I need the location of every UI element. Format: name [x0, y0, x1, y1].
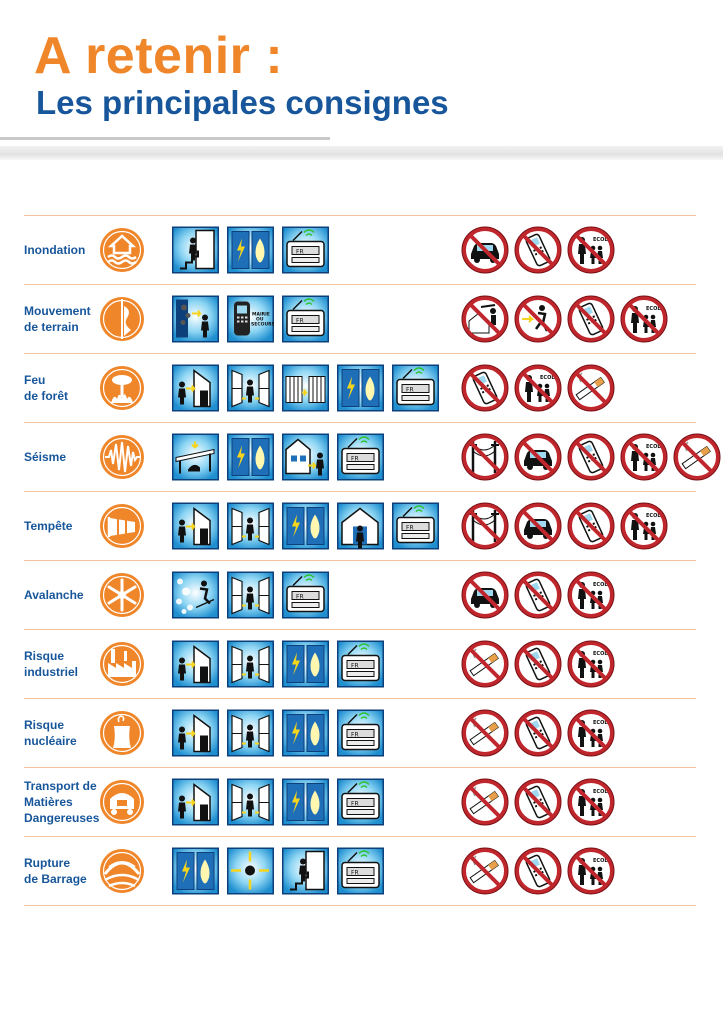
- recommended-actions: [172, 503, 439, 550]
- recommended-actions: [172, 572, 329, 619]
- consignes-table: [24, 215, 696, 906]
- no-phone-icon: [514, 571, 562, 619]
- shelter-building-icon: [172, 779, 219, 826]
- table-row: [24, 422, 696, 491]
- no-car-icon: [514, 433, 562, 481]
- svg-text:FR: FR: [406, 386, 414, 394]
- shelter-building-icon: [172, 365, 219, 412]
- table-row: [24, 629, 696, 698]
- recommended-actions: [172, 296, 329, 343]
- table-row: [24, 767, 696, 836]
- flood-house-icon: [99, 227, 145, 273]
- no-school-pickup-icon: [567, 571, 615, 619]
- table-row: [24, 215, 696, 284]
- recommended-actions: [172, 227, 329, 274]
- svg-text:FR: FR: [351, 869, 359, 877]
- svg-text:ECOLE: ECOLE: [646, 444, 664, 450]
- risk-label: [24, 242, 104, 258]
- forbidden-actions: [461, 364, 615, 412]
- risk-label-line: Risque: [24, 649, 65, 663]
- flee-falling-rocks-icon: [172, 296, 219, 343]
- svg-text:FR: FR: [351, 455, 359, 463]
- forbidden-actions: [461, 571, 615, 619]
- shelter-building-icon: [172, 710, 219, 757]
- recommended-actions: [172, 365, 439, 412]
- shelter-under-table-icon: [172, 434, 219, 481]
- close-windows-icon: [227, 365, 274, 412]
- page-subtitle: Les principales consignes: [36, 84, 449, 121]
- no-smoking-icon: [461, 640, 509, 688]
- svg-text:ECOLE: ECOLE: [593, 789, 611, 795]
- nuclear-plant-icon: [99, 710, 145, 756]
- risk-label: [24, 648, 104, 680]
- no-school-pickup-icon: [514, 364, 562, 412]
- listen-radio-icon: [337, 434, 384, 481]
- no-school-pickup-icon: [567, 640, 615, 688]
- svg-text:FR: FR: [406, 524, 414, 532]
- listen-radio-icon: [392, 503, 439, 550]
- listen-radio-icon: [282, 227, 329, 274]
- svg-text:ECOLE: ECOLE: [540, 375, 558, 381]
- forbidden-actions: [461, 709, 615, 757]
- recommended-actions: [172, 434, 384, 481]
- climb-upstairs-icon: [172, 227, 219, 274]
- recommended-actions: [172, 710, 384, 757]
- table-row: [24, 353, 696, 422]
- risk-label-line: Feu: [24, 373, 46, 387]
- risk-label: [24, 587, 104, 603]
- risk-label-line: Inondation: [24, 243, 86, 257]
- forbidden-actions: [461, 640, 615, 688]
- no-return-building-icon: [461, 295, 509, 343]
- no-phone-icon: [514, 778, 562, 826]
- risk-label: [24, 449, 104, 465]
- forbidden-actions: [461, 433, 721, 481]
- risk-label: [24, 372, 104, 404]
- table-row: [24, 698, 696, 767]
- no-school-pickup-icon: [620, 502, 668, 550]
- close-shutters-icon: [282, 365, 329, 412]
- svg-text:ECOLE: ECOLE: [593, 720, 611, 726]
- close-windows-icon: [227, 503, 274, 550]
- close-windows-icon: [227, 779, 274, 826]
- risk-label: [24, 717, 104, 749]
- avalanche-icon: [99, 572, 145, 618]
- listen-radio-icon: [337, 710, 384, 757]
- no-phone-icon: [567, 295, 615, 343]
- risk-label-line: Avalanche: [24, 588, 84, 602]
- storm-windsock-icon: [99, 503, 145, 549]
- no-phone-icon: [461, 364, 509, 412]
- risk-label-line: Dangereuses: [24, 811, 100, 825]
- close-windows-icon: [227, 641, 274, 688]
- svg-text:ECOLE: ECOLE: [593, 858, 611, 864]
- dam-break-icon: [99, 848, 145, 894]
- table-row: [24, 284, 696, 353]
- industrial-factory-icon: [99, 641, 145, 687]
- no-electricity-gas-icon: [282, 503, 329, 550]
- no-electricity-gas-icon: [337, 365, 384, 412]
- no-school-pickup-icon: [567, 709, 615, 757]
- listen-radio-icon: [282, 572, 329, 619]
- no-electricity-gas-icon: [282, 710, 329, 757]
- evacuate-building-icon: [282, 434, 329, 481]
- no-power-lines-icon: [461, 433, 509, 481]
- table-row: [24, 836, 696, 906]
- table-row: [24, 491, 696, 560]
- listen-radio-icon: [337, 848, 384, 895]
- recommended-actions: [172, 779, 384, 826]
- no-smoking-icon: [461, 709, 509, 757]
- svg-text:ECOLE: ECOLE: [593, 651, 611, 657]
- forbidden-actions: [461, 847, 615, 895]
- no-go-back-icon: [514, 295, 562, 343]
- risk-label-line: de forêt: [24, 389, 69, 403]
- no-school-pickup-icon: [567, 778, 615, 826]
- forbidden-actions: [461, 295, 668, 343]
- recommended-actions: [172, 641, 384, 688]
- risk-label-line: Transport de: [24, 779, 97, 793]
- forbidden-actions: [461, 778, 615, 826]
- no-electricity-gas-icon: [282, 641, 329, 688]
- no-electricity-gas-icon: [227, 227, 274, 274]
- no-car-icon: [514, 502, 562, 550]
- risk-label-line: Séisme: [24, 450, 67, 464]
- risk-label-line: Mouvement: [24, 304, 91, 318]
- listen-radio-icon: [337, 779, 384, 826]
- high-ground-icon: [227, 848, 274, 895]
- close-windows-icon: [227, 572, 274, 619]
- header-band: [0, 146, 723, 160]
- no-electricity-gas-icon: [172, 848, 219, 895]
- svg-text:FR: FR: [296, 593, 304, 601]
- landslide-icon: [99, 296, 145, 342]
- no-car-icon: [461, 571, 509, 619]
- listen-radio-icon: [392, 365, 439, 412]
- risk-label-line: Matières: [24, 795, 73, 809]
- svg-text:SECOURS: SECOURS: [251, 322, 274, 328]
- risk-label: [24, 855, 104, 887]
- svg-text:ECOLE: ECOLE: [593, 237, 611, 243]
- no-smoking-icon: [673, 433, 721, 481]
- svg-text:ECOLE: ECOLE: [593, 582, 611, 588]
- avalanche-skier-icon: [172, 572, 219, 619]
- risk-label: [24, 778, 104, 826]
- header-divider-dark: [0, 137, 330, 140]
- climb-upstairs-icon: [282, 848, 329, 895]
- svg-text:FR: FR: [351, 800, 359, 808]
- risk-label-line: industriel: [24, 665, 79, 679]
- recommended-actions: [172, 848, 384, 895]
- call-mairie-phone-icon: [227, 296, 274, 343]
- no-school-pickup-icon: [567, 226, 615, 274]
- svg-text:ECOLE: ECOLE: [646, 306, 664, 312]
- table-row: [24, 560, 696, 629]
- risk-label-line: de Barrage: [24, 872, 87, 886]
- no-phone-icon: [514, 640, 562, 688]
- shelter-building-icon: [172, 641, 219, 688]
- risk-label-line: Tempête: [24, 519, 73, 533]
- svg-text:FR: FR: [351, 731, 359, 739]
- no-smoking-icon: [461, 778, 509, 826]
- risk-label: [24, 303, 104, 335]
- svg-text:FR: FR: [351, 662, 359, 670]
- no-phone-icon: [514, 709, 562, 757]
- no-phone-icon: [514, 226, 562, 274]
- close-windows-icon: [227, 710, 274, 757]
- no-smoking-icon: [461, 847, 509, 895]
- stay-indoors-icon: [337, 503, 384, 550]
- no-power-lines-icon: [461, 502, 509, 550]
- svg-text:ECOLE: ECOLE: [646, 513, 664, 519]
- svg-text:MAIRIE: MAIRIE: [252, 312, 270, 318]
- shelter-building-icon: [172, 503, 219, 550]
- forbidden-actions: [461, 226, 615, 274]
- page-title: A retenir :: [34, 27, 284, 85]
- no-smoking-icon: [567, 364, 615, 412]
- forest-fire-icon: [99, 365, 145, 411]
- risk-label-line: nucléaire: [24, 734, 77, 748]
- no-car-icon: [461, 226, 509, 274]
- risk-label-line: de terrain: [24, 320, 79, 334]
- no-electricity-gas-icon: [282, 779, 329, 826]
- listen-radio-icon: [282, 296, 329, 343]
- no-school-pickup-icon: [620, 295, 668, 343]
- no-electricity-gas-icon: [227, 434, 274, 481]
- forbidden-actions: [461, 502, 668, 550]
- svg-text:FR: FR: [296, 317, 304, 325]
- svg-text:FR: FR: [296, 248, 304, 256]
- no-school-pickup-icon: [567, 847, 615, 895]
- no-school-pickup-icon: [620, 433, 668, 481]
- no-phone-icon: [514, 847, 562, 895]
- risk-label-line: Rupture: [24, 856, 70, 870]
- svg-text:OU: OU: [256, 317, 264, 323]
- earthquake-icon: [99, 434, 145, 480]
- no-phone-icon: [567, 502, 615, 550]
- no-phone-icon: [567, 433, 615, 481]
- risk-label: [24, 518, 104, 534]
- listen-radio-icon: [337, 641, 384, 688]
- hazmat-truck-icon: [99, 779, 145, 825]
- risk-label-line: Risque: [24, 718, 65, 732]
